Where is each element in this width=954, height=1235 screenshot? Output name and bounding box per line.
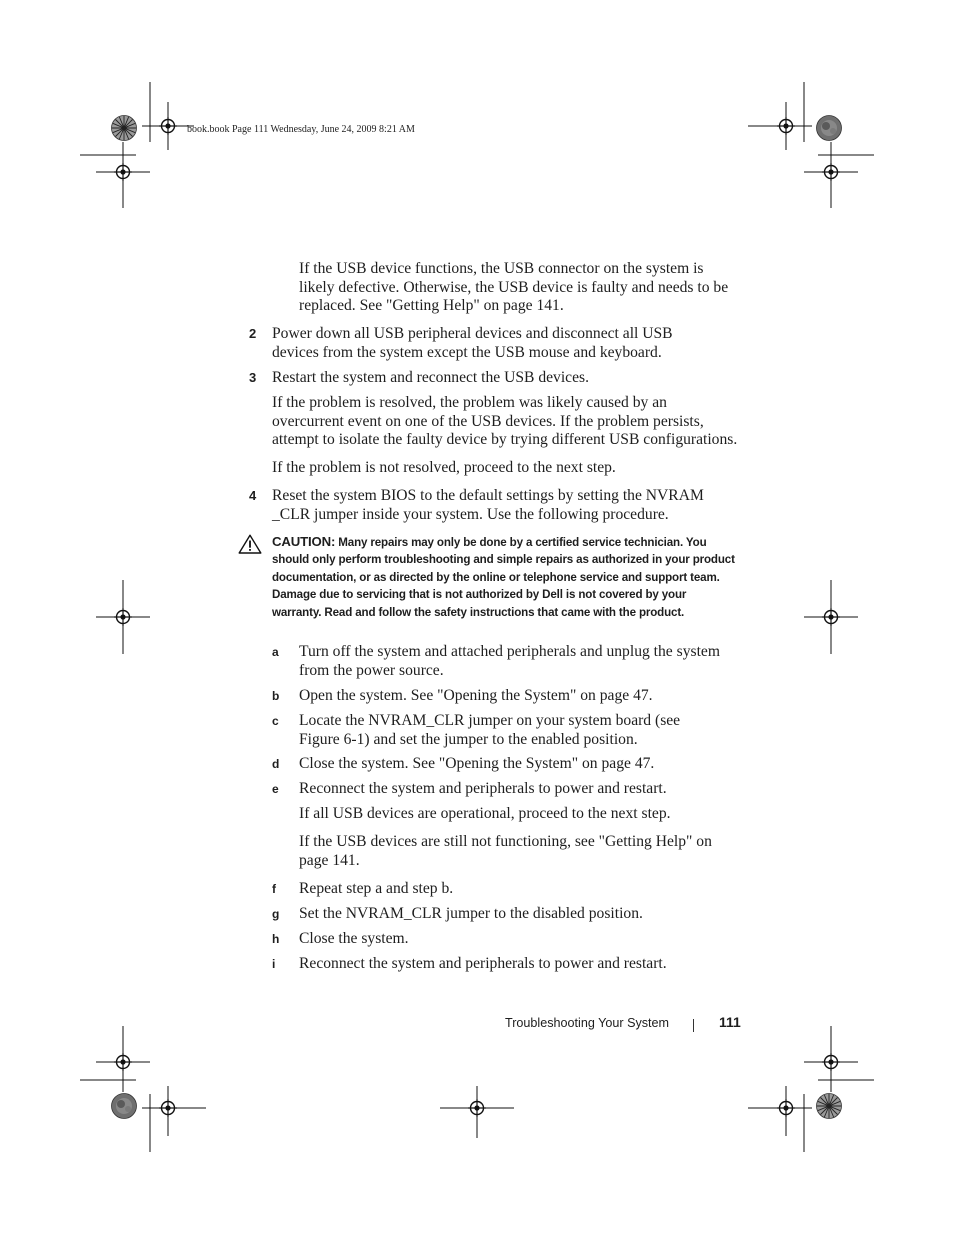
- caution-notice: [272, 533, 738, 621]
- substep-a-text: Turn off the system and attached peripherals and unplug the system from the power source.: [299, 643, 720, 679]
- substep-b-text: Open the system. See "Opening the System" on page 47.: [299, 687, 653, 704]
- print-header-file-info: book.book Page 111 Wednesday, June 24, 2009 8:21 AM: [187, 124, 415, 135]
- step-3-paragraph-1: If the problem is resolved, the problem was likely caused by an overcurrent event on one of the USB devices. If the problem persists, attempt to isolate the faulty device by trying different USB configurations.: [272, 394, 738, 449]
- substep-e-text: Reconnect the system and peripherals to power and restart.: [299, 780, 667, 797]
- substep-h-text: Close the system.: [299, 930, 409, 947]
- step-3-paragraph-2: If the problem is not resolved, proceed to the next step.: [272, 459, 616, 476]
- step-2-text: Power down all USB peripheral devices and disconnect all USB devices from the system except the USB mouse and keyboard.: [272, 325, 673, 361]
- substep-c-text: Locate the NVRAM_CLR jumper on your system board (see Figure 6-1) and set the jumper to the enabled position.: [299, 712, 681, 748]
- step-number-3: 3: [249, 370, 257, 385]
- step-4-text: Reset the system BIOS to the default settings by setting the NVRAM _CLR jumper inside your system. Use the following procedure.: [272, 487, 704, 523]
- substep-letter-c: c: [272, 714, 279, 728]
- substep-letter-e: e: [272, 782, 279, 796]
- step-number-4: 4: [249, 488, 257, 503]
- substep-f-text: Repeat step a and step b.: [299, 880, 454, 897]
- substep-letter-b: b: [272, 689, 280, 703]
- substep-g-text: Set the NVRAM_CLR jumper to the disabled position.: [299, 905, 643, 922]
- substep-letter-a: a: [272, 645, 279, 659]
- caution-label: CAUTION:: [272, 534, 336, 549]
- substep-letter-h: h: [272, 932, 280, 946]
- step-number-2: 2: [249, 326, 257, 341]
- footer-section-title: Troubleshooting Your System: [505, 1016, 670, 1030]
- caution-text: Many repairs may only be done by a certified service technician. You should only perform troubleshooting and simple repairs as authorized in your product documentation, or as directed by the online or telephone service and support team. Damage due to servicing that is not authorized by Dell is not covered by your warranty. Read and follow the safety instructions that came with the product.: [272, 536, 735, 619]
- footer-separator: [693, 1019, 694, 1032]
- substep-e-paragraph-2: If the USB devices are still not functioning, see "Getting Help" on page 141.: [299, 833, 712, 869]
- caution-warning-icon: [238, 534, 262, 554]
- substep-d-text: Close the system. See "Opening the System" on page 47.: [299, 755, 655, 772]
- footer-page-number: 111: [719, 1014, 741, 1030]
- substep-letter-g: g: [272, 907, 280, 921]
- substep-letter-i: i: [272, 957, 276, 971]
- substep-i-text: Reconnect the system and peripherals to power and restart.: [299, 955, 667, 972]
- intro-paragraph: If the USB device functions, the USB connector on the system is likely defective. Otherwise, the USB device is faulty and needs to be replaced. See "Getting Help" on page 141.: [299, 260, 729, 315]
- substep-letter-d: d: [272, 757, 280, 771]
- substep-letter-f: f: [272, 882, 276, 896]
- substep-e-paragraph-1: If all USB devices are operational, proceed to the next step.: [299, 805, 671, 822]
- step-3-text: Restart the system and reconnect the USB devices.: [272, 369, 589, 386]
